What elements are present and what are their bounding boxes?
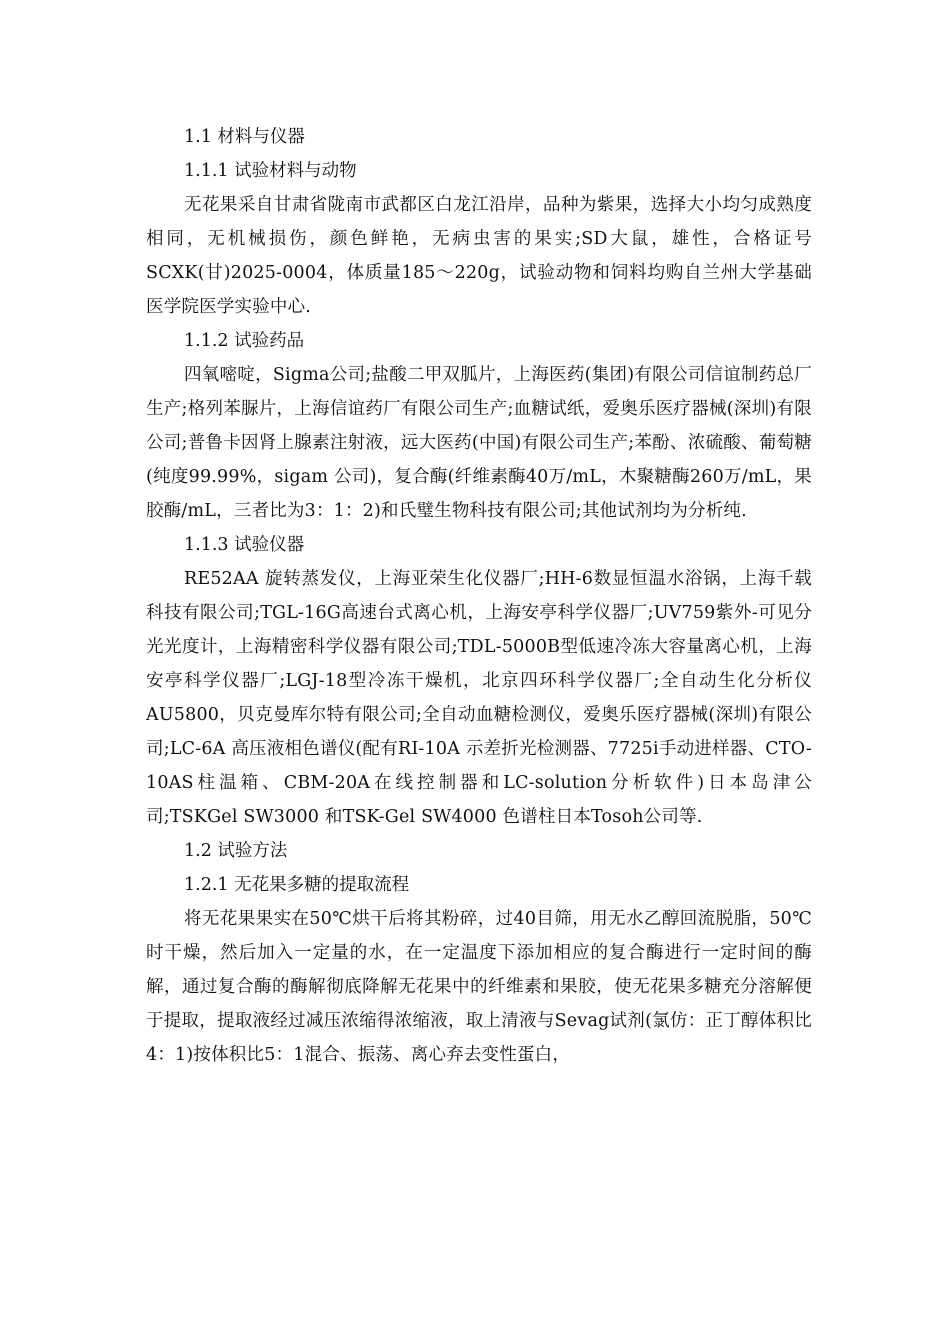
section-heading-1-2-1: 1.2.1 无花果多糖的提取流程 [184, 875, 410, 895]
section-heading-1-2: 1.2 试验方法 [184, 841, 288, 861]
paragraph-reagents: 四氧嘧啶，Sigma公司;盐酸二甲双胍片，上海医药(集团)有限公司信谊制药总厂生产;格列苯脲片，上海信谊药厂有限公司生产;血糖试纸，爱奥乐医疗器械(深圳)有限公司;普鲁卡因肾上腺素注射液，远大医药(中国)有限公司生产;苯酚、浓硫酸、葡萄糖(纯度99.99%，sigam 公司)，复合酶(纤维素酶40万/mL，木聚糖酶260万/mL，果胶酶/mL，三者比为3：1：2)和氏璧生物科技有限公司;其他试剂均为分析纯. [146, 365, 812, 521]
section-heading-1-1-3: 1.1.3 试验仪器 [184, 535, 305, 555]
paragraph-materials-animals: 无花果采自甘肃省陇南市武都区白龙江沿岸，品种为紫果，选择大小均匀成熟度相同，无机械损伤，颜色鲜艳，无病虫害的果实;SD大鼠，雄性，合格证号SCXK(甘)2025-0004，体质量185～220g，试验动物和饲料均购自兰州大学基础医学院医学实验中心. [146, 195, 812, 317]
section-heading-1-1-1: 1.1.1 试验材料与动物 [184, 161, 357, 181]
paragraph-extraction-process: 将无花果果实在50℃烘干后将其粉碎，过40目筛，用无水乙醇回流脱脂，50℃时干燥，然后加入一定量的水，在一定温度下添加相应的复合酶进行一定时间的酶解，通过复合酶的酶解彻底降解无花果中的纤维素和果胶，使无花果多糖充分溶解便于提取，提取液经过减压浓缩得浓缩液，取上清液与Sevag试剂(氯仿：正丁醇体积比4：1)按体积比5：1混合、振荡、离心弃去变性蛋白， [146, 909, 812, 1065]
paragraph-instruments: RE52AA 旋转蒸发仪，上海亚荣生化仪器厂;HH-6数显恒温水浴锅，上海千载科技有限公司;TGL-16G高速台式离心机，上海安亭科学仪器厂;UV759紫外-可见分光光度计，上海精密科学仪器有限公司;TDL-5000B型低速冷冻大容量离心机，上海安亭科学仪器厂;LGJ-18型冷冻干燥机，北京四环科学仪器厂;全自动生化分析仪AU5800，贝克曼库尔特有限公司;全自动血糖检测仪，爱奥乐医疗器械(深圳)有限公司;LC-6A 高压液相色谱仪(配有RI-10A 示差折光检测器、7725i手动进样器、CTO-10AS柱温箱、CBM-20A在线控制器和LC-solution分析软件)日本岛津公司;TSKGel SW3000 和TSK-Gel SW4000 色谱柱日本Tosoh公司等. [146, 569, 812, 827]
section-heading-1-1-2: 1.1.2 试验药品 [184, 331, 305, 351]
document-body [146, 120, 812, 1072]
section-heading-1-1: 1.1 材料与仪器 [184, 127, 305, 147]
